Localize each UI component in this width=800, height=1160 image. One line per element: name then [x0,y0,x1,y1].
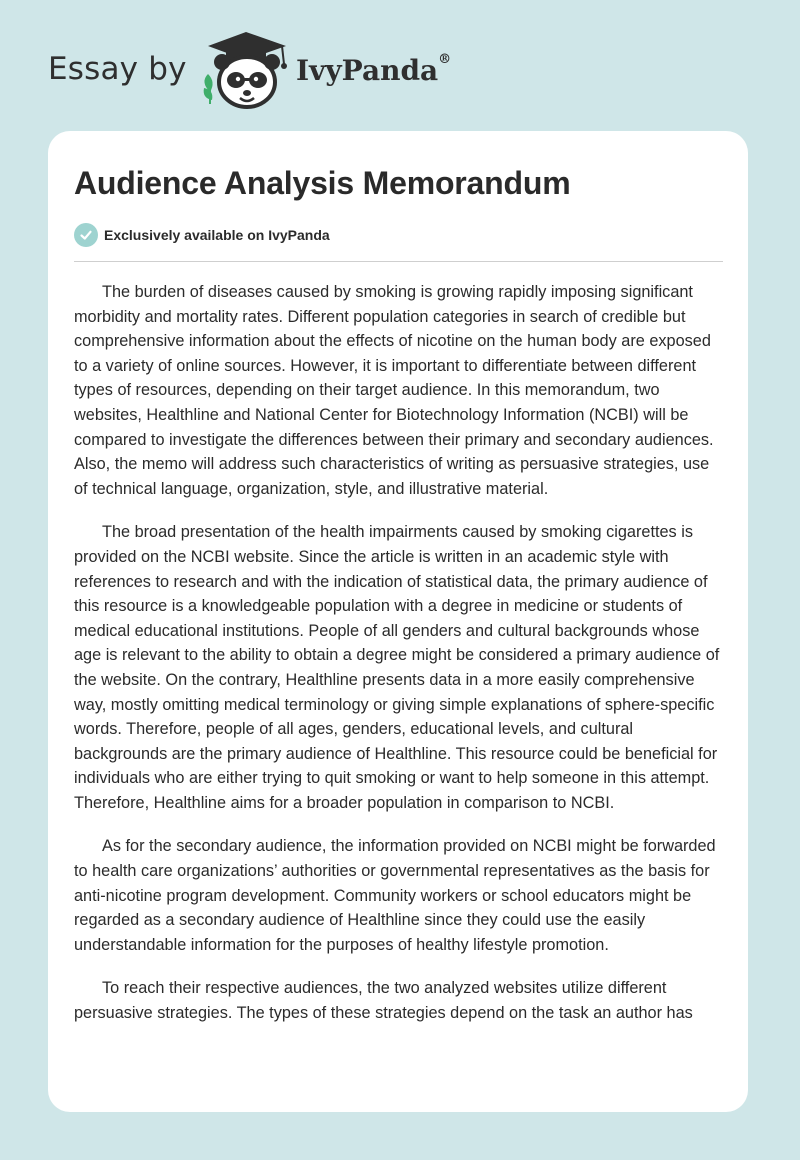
brand-name [296,54,451,87]
exclusive-badge [74,222,330,248]
registered-mark: ® [438,52,452,67]
paragraph: To reach their respective audiences, the two analyzed websites utilize different persuasive strategies. The types of these strategies depend on the task an author has [74,979,693,1023]
site-header [0,0,800,128]
panda-logo-icon[interactable] [196,30,296,112]
article-card [48,131,748,1112]
check-icon [74,223,98,247]
title-divider [74,261,723,262]
brand-name-text: IvyPanda [296,54,439,87]
paragraph: As for the secondary audience, the information provided on NCBI might be forwarded to health care organizations’ authorities or governmental representatives as the basis for anti-nicotine program development. Community workers or school educators might be regarded as a secondary audience of Healthline since they could use the easily understandable information for the purposes of healthy lifestyle promotion. [74,837,716,954]
paragraph: The burden of diseases caused by smoking is growing rapidly imposing significant morbidity and mortality rates. Different population categories in search of credible but comprehensive information about the effects of nicotine on the human body are exposed to a variety of online sources. However, it is important to differentiate between different types of resources, depending on their target audience. In this memorandum, two websites, Healthline and National Center for Biotechnology Information (NCBI) will be compared to investigate the differences between their primary and secondary audiences. Also, the memo will address such characteristics of writing as persuasive strategies, use of technical language, organization, style, and illustrative material. [74,283,714,498]
page-title: Audience Analysis Memorandum [74,165,571,201]
paragraph: The broad presentation of the health impairments caused by smoking cigarettes is provided on the NCBI website. Since the article is written in an academic style with references to research and with the indication of statistical data, the primary audience of this resource is a knowledgeable population with a degree in medicine or students of medical educational institutions. People of all genders and cultural backgrounds whose age is relevant to the ability to obtain a degree might be considered a primary audience of the website. On the contrary, Healthline presents data in a more easily comprehensive way, mostly omitting medical terminology or giving simple explanations of sphere-specific words. Therefore, people of all ages, genders, educational levels, and cultural backgrounds are the primary audience of Healthline. This resource could be beneficial for individuals who are either trying to quit smoking or want to help someone in this attempt. Therefore, Healthline aims for a broader population in comparison to NCBI. [74,523,720,812]
badge-label: Exclusively available on IvyPanda [104,227,330,243]
article-body [74,280,726,1045]
brand-prefix: Essay by [48,51,187,87]
